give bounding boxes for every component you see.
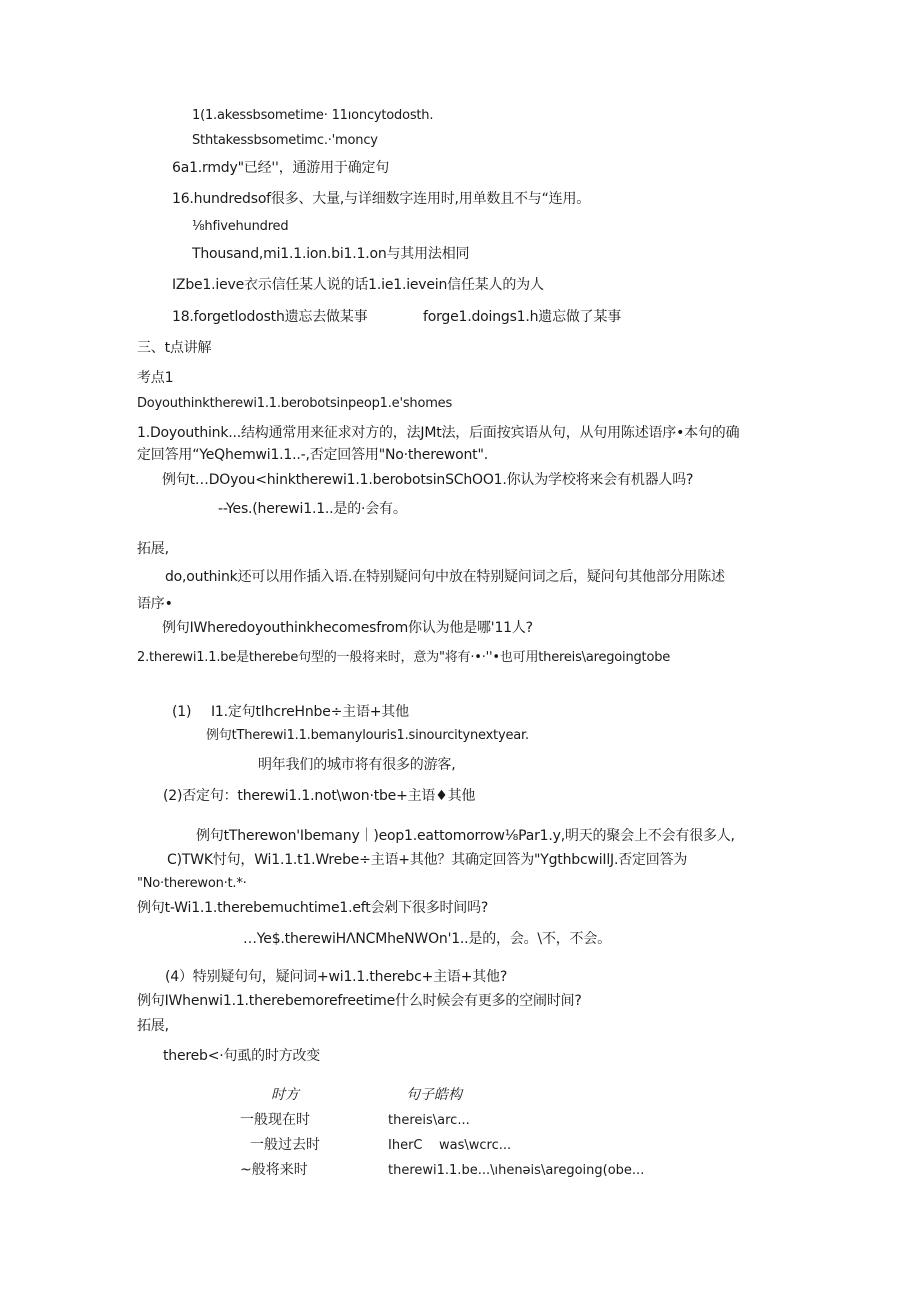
list-item: (2)否定句：therewi1.1.not\won·tbe+主语♦其他 — [163, 788, 476, 804]
note-line: forge1.doings1.h遗忘做了某事 — [423, 309, 622, 325]
table-header: 时方 — [271, 1087, 299, 1103]
extension-heading: 拓展, — [137, 1018, 169, 1034]
section-heading: 三、t点讲解 — [137, 340, 212, 356]
table-cell-structure: IherC was\wcrc... — [388, 1138, 512, 1153]
example-line: 例句tTherewi1.1.bemanylouris1.sinourcitynextyear. — [206, 728, 529, 743]
point-sentence: Doyouthinktherewi1.1.berobotsinpeop1.e'shomes — [137, 396, 453, 411]
extension-heading: 拓展, — [137, 541, 169, 557]
note-line: 6a1.rmdy"已经''，通游用于确定句 — [172, 160, 390, 176]
note-line: 16.hundredsof很多、大量,与详细数字连用时,用单数且不与“连用。 — [172, 191, 591, 207]
note-line: 1(1.akessbsometime· 11ıoncytodosth. — [192, 108, 434, 123]
table-cell-structure: therewi1.1.be...\ıhenəis\aregoing(obe... — [388, 1163, 645, 1178]
example-line: …Ye$.therewiHΛNCMheNWOn'1..是的，会。\不，不会。 — [243, 931, 611, 947]
example-line: 例句t…DOyou<hinktherewi1.1.berobotsinSChOO1.你认为学校将来会有机器人吗? — [162, 472, 694, 488]
paragraph-line: "No·therewon·t.*· — [137, 876, 247, 891]
example-line: 例句IWhenwi1.1.therebemorefreetime什么时候会有更多的空闹时间? — [137, 993, 582, 1009]
table-cell-tense: ~般将来时 — [240, 1162, 308, 1178]
point-heading: 考点1 — [137, 370, 174, 386]
table-cell-tense: 一般过去时 — [250, 1137, 320, 1153]
list-item: C)TWK忖句，Wi1.1.t1.Wrebe÷主语+其他？其确定回答为"YgthbcwiIlJ.否定回答为 — [167, 852, 688, 868]
paragraph-line: 2.therewi1.1.be是therebe句型的一般将来时，意为"将有·•·''•也可用thereis\aregoingtobe — [137, 650, 671, 665]
paragraph-line: do,outhink还可以用作插入语.在特别疑问句中放在特别疑问词之后，疑问句其他部分用陈述 — [165, 569, 725, 585]
example-line: 例句tTherewon'Ibemany｜)eop1.eattomorrow⅛Par1.y,明天的聚会上不会有很多人, — [196, 828, 735, 844]
example-line: 例句t-Wi1.1.therebemuchtime1.eft会剁下很多时间吗? — [137, 900, 489, 916]
note-line: Thousand,mi1.1.ion.bi1.1.on与其用法相同 — [192, 246, 470, 262]
note-line: Sthtakessbsometimc.·'moncy — [192, 133, 378, 148]
paragraph-line: thereb<·句虱的时方改变 — [163, 1048, 321, 1064]
table-cell-structure: thereis\arc... — [388, 1113, 470, 1128]
example-line: 例句IWheredoyouthinkhecomesfrom你认为他是哪'11人? — [162, 620, 533, 636]
paragraph-line: 语序• — [137, 596, 173, 612]
list-number: (1) — [172, 704, 192, 720]
paragraph-line: 1.Doyouthink...结构通常用来征求对方的，法JMt法，后面按宾语从句，从句用陈述语序•本句的确 — [137, 425, 740, 441]
list-item: I1.定句tIhcreHnbe÷主语+其他 — [211, 704, 409, 720]
note-line: ⅛hfivehundred — [192, 219, 289, 234]
example-line: --Yes.(herewi1.1..是的·会有。 — [218, 501, 407, 517]
paragraph-line: 定回答用“YeQhemwi1.1..-,否定回答用"No·therewont". — [137, 447, 488, 463]
note-line: 18.forgetlodosth遗忘去做某事 — [172, 309, 368, 325]
example-line: 明年我们的城市将有很多的游客, — [258, 757, 456, 773]
table-header: 句子皓构 — [406, 1087, 462, 1103]
list-item: (4）特别疑句句，疑问词+wi1.1.therebc+主语+其他? — [165, 969, 508, 985]
note-line: IZbe1.ieve衣示信任某人说的话1.ie1.ievein信任某人的为人 — [172, 277, 544, 293]
table-cell-tense: 一般现在时 — [240, 1112, 310, 1128]
